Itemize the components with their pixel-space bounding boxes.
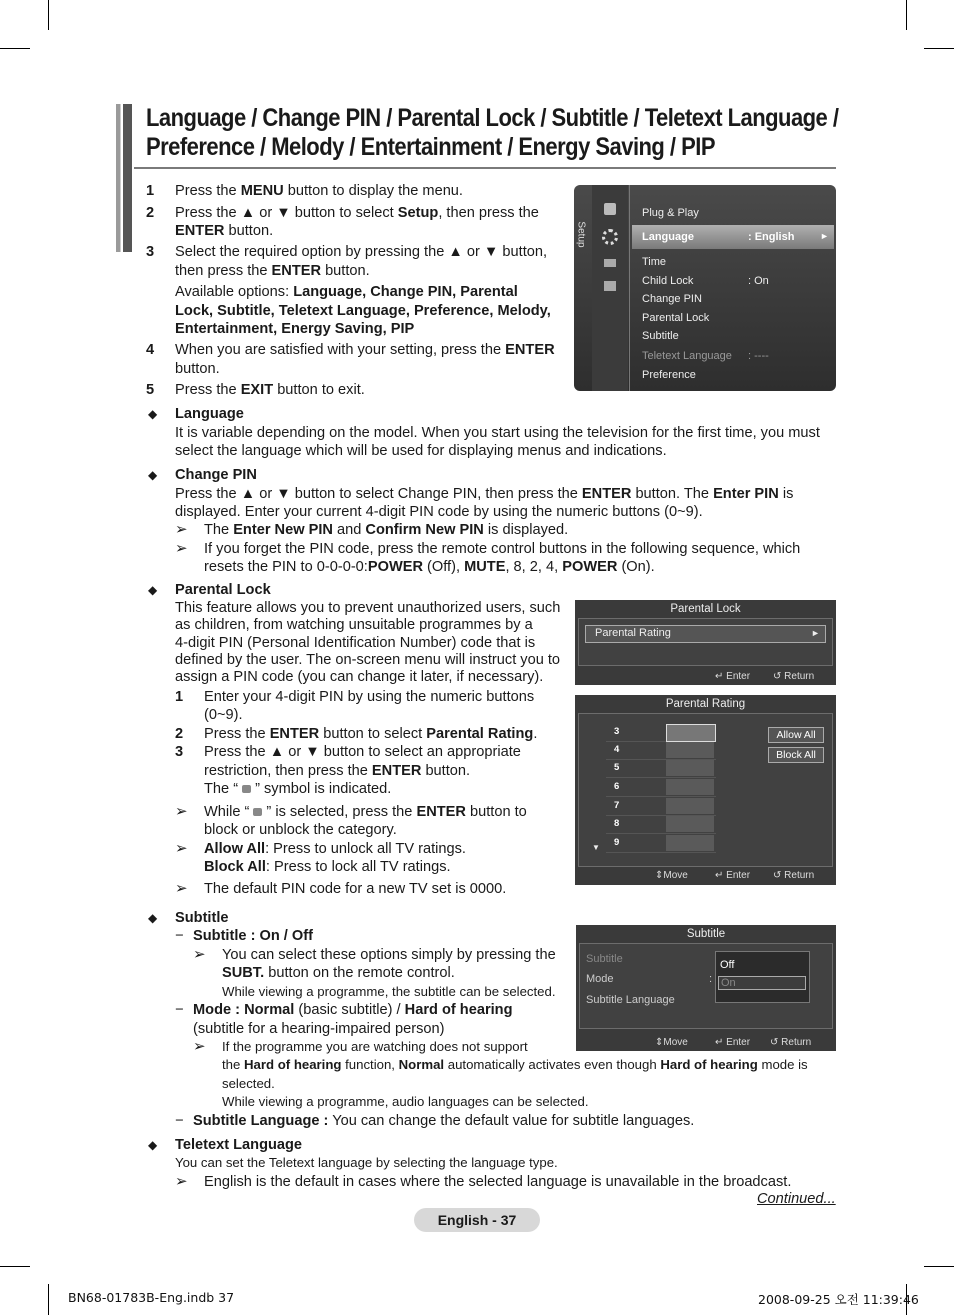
enter-hint: ↵ Enter — [715, 870, 751, 881]
parental-step-1: Enter your 4-digit PIN by using the numeric buttons — [204, 689, 535, 705]
move-icon: ⇕ — [655, 1037, 664, 1048]
step-number: 1 — [146, 183, 155, 199]
step-3-text-cont: then press the ENTER button. — [175, 263, 370, 279]
menu-item-teletext-language-value: : ---- — [748, 350, 769, 362]
parental-step-2: Press the ENTER button to select Parental Rating. — [204, 726, 538, 742]
lock-icon — [242, 785, 251, 793]
parental-lock-screenshot — [575, 600, 836, 685]
language-text: select the language which will be used for displaying menus and indications. — [175, 443, 667, 459]
crop-mark — [48, 0, 49, 30]
parental-note: While “ ” is selected, press the ENTER button to — [204, 804, 527, 820]
change-pin-text: Press the ▲ or ▼ button to select Change PIN, then press the ENTER button. The Enter PIN is — [175, 486, 794, 502]
subtitle-note: SUBT. button on the remote control. — [222, 965, 455, 981]
parental-heading: Parental Lock — [175, 582, 271, 598]
rating-row: 6 — [606, 778, 716, 797]
note-arrow-icon: ➢ — [193, 946, 206, 963]
subtitle-note: While viewing a programme, audio languages can be selected. — [222, 1094, 589, 1109]
bullet-icon: ◆ — [148, 468, 158, 482]
menu-item-time: Time — [642, 256, 667, 268]
menu-item-preference: Preference — [642, 369, 696, 381]
step-2-text-cont: ENTER button. — [175, 223, 274, 239]
step-1-text: Press the MENU button to display the menu. — [175, 183, 463, 199]
title-rule — [134, 167, 836, 169]
dash: − — [175, 1002, 184, 1018]
option-off: Off — [720, 959, 735, 971]
crop-mark — [0, 48, 30, 49]
subtitle-note: If the programme you are watching does not support — [222, 1039, 528, 1054]
subtitle-language: Subtitle Language : You can change the default value for subtitle languages. — [193, 1113, 695, 1129]
teletext-text: You can set the Teletext language by selecting the language type. — [175, 1155, 558, 1170]
change-pin-text: displayed. Enter your current 4-digit PIN code by using the numeric buttons (0~9). — [175, 504, 703, 520]
rating-row: 4 — [606, 741, 716, 760]
setup-side-label: Setup — [575, 221, 587, 248]
subtitle-note: selected. — [222, 1076, 275, 1091]
parental-step-3: The “ ” symbol is indicated. — [204, 781, 392, 797]
arrow-right-icon: ► — [811, 628, 820, 638]
crop-mark — [924, 48, 954, 49]
osd-header: Parental Rating — [665, 698, 746, 710]
crop-mark — [906, 0, 907, 30]
enter-icon: ↵ — [715, 1037, 727, 1048]
title-accent-bar — [116, 104, 132, 252]
parental-step-1: (0~9). — [204, 707, 243, 723]
step-number: 3 — [175, 744, 184, 760]
crop-mark — [0, 1266, 30, 1267]
parental-text: defined by the user. The on-screen menu will instruct you to — [175, 652, 561, 668]
move-icon: ⇕ — [655, 870, 664, 881]
scroll-down-icon: ▼ — [592, 843, 600, 852]
option-on: On — [718, 976, 806, 990]
available-options: Available options: Language, Change PIN, Parental — [175, 284, 518, 300]
step-number: 3 — [146, 244, 155, 260]
step-4-text-cont: button. — [175, 361, 220, 377]
gear-icon — [602, 229, 618, 245]
dash: − — [175, 1113, 184, 1129]
language-text: It is variable depending on the model. When you start using the television for the first time, you must — [175, 425, 820, 441]
enter-icon: ↵ — [715, 870, 727, 881]
note-arrow-icon: ➢ — [175, 880, 188, 897]
step-number: 1 — [175, 689, 184, 705]
file-info: BN68-01783B-Eng.indb 37 — [68, 1290, 235, 1305]
subtitle-language-item: Subtitle Language — [586, 994, 675, 1006]
step-5-text: Press the EXIT button to exit. — [175, 382, 365, 398]
page-title-line-1: Language / Change PIN / Parental Lock / Subtitle / Teletext Language / — [146, 104, 839, 132]
change-pin-note: If you forget the PIN code, press the remote control buttons in the following sequence, which — [204, 541, 801, 557]
step-number: 5 — [146, 382, 155, 398]
note-arrow-icon: ➢ — [175, 1173, 188, 1190]
allow-all-button: Allow All — [768, 727, 824, 743]
subtitle-mode: Mode : Normal (basic subtitle) / Hard of hearing — [193, 1002, 513, 1018]
enter-hint: ↵ Enter — [715, 1037, 751, 1048]
item-colon: : — [709, 973, 713, 985]
return-hint: ↺ Return — [773, 671, 815, 682]
parental-text: as children, from watching unsuitable programmes by a — [175, 617, 533, 633]
subtitle-heading: Subtitle — [175, 910, 229, 926]
menu-item-parental-lock: Parental Lock — [642, 312, 710, 324]
parental-note: Allow All: Press to unlock all TV ratings. — [204, 841, 466, 857]
bullet-icon: ◆ — [148, 583, 158, 597]
osd-header: Parental Lock — [670, 603, 741, 615]
change-pin-note: resets the PIN to 0-0-0-0:POWER (Off), MUTE, 8, 2, 4, POWER (On). — [204, 559, 655, 575]
bullet-icon: ◆ — [148, 407, 158, 421]
menu-arrow-icon: ► — [820, 231, 829, 241]
available-options-cont: Entertainment, Energy Saving, PIP — [175, 321, 415, 337]
rating-row: 8 — [606, 815, 716, 834]
step-number: 2 — [175, 726, 184, 742]
block-all-button: Block All — [768, 747, 824, 763]
menu-item-subtitle: Subtitle — [642, 330, 679, 342]
return-icon: ↺ — [770, 1037, 782, 1048]
subtitle-item: Subtitle — [586, 953, 623, 965]
crop-mark — [924, 1266, 954, 1267]
language-heading: Language — [175, 406, 244, 422]
lock-icon — [253, 808, 262, 816]
return-hint: ↺ Return — [770, 1037, 812, 1048]
note-arrow-icon: ➢ — [175, 540, 188, 557]
note-arrow-icon: ➢ — [175, 803, 188, 820]
subtitle-note: You can select these options simply by pressing the — [222, 947, 556, 963]
bullet-icon: ◆ — [148, 911, 158, 925]
enter-icon: ↵ — [715, 671, 727, 682]
crop-mark — [48, 1284, 49, 1315]
return-hint: ↺ Return — [773, 870, 815, 881]
available-options-cont: Lock, Subtitle, Teletext Language, Preference, Melody, — [175, 303, 551, 319]
parental-text: assign a PIN code (you can change it later, if necessary). — [175, 669, 544, 685]
rating-row: 9 — [606, 834, 716, 853]
return-icon: ↺ — [773, 671, 785, 682]
menu-item-plug-and-play: Plug & Play — [642, 207, 699, 219]
subtitle-screenshot — [576, 925, 836, 1051]
parental-note: The default PIN code for a new TV set is 0000. — [204, 881, 507, 897]
parental-note: block or unblock the category. — [204, 822, 397, 838]
parental-step-3: Press the ▲ or ▼ button to select an appropriate — [204, 744, 521, 760]
picture-icon — [604, 203, 616, 215]
rating-row: 5 — [606, 759, 716, 778]
page-number-badge: English - 37 — [414, 1208, 540, 1232]
note-arrow-icon: ➢ — [175, 840, 188, 857]
teletext-note: English is the default in cases where the selected language is unavailable in the broadcast. — [204, 1174, 792, 1190]
menu-item-change-pin: Change PIN — [642, 293, 702, 305]
menu-item-language-value: : English — [748, 231, 795, 243]
mode-item: Mode — [586, 973, 614, 985]
input-icon — [604, 281, 616, 291]
dash: − — [175, 928, 184, 944]
step-3-text: Select the required option by pressing the ▲ or ▼ button, — [175, 244, 548, 260]
bullet-icon: ◆ — [148, 1138, 158, 1152]
setup-menu-screenshot — [574, 185, 836, 391]
parental-step-3: restriction, then press the ENTER button. — [204, 763, 471, 779]
step-number: 2 — [146, 205, 155, 221]
osd-header: Subtitle — [686, 928, 726, 940]
return-icon: ↺ — [773, 870, 785, 881]
parental-rating-label: Parental Rating — [595, 627, 671, 639]
step-number: 4 — [146, 342, 155, 358]
subtitle-on-off: Subtitle : On / Off — [193, 928, 313, 944]
note-arrow-icon: ➢ — [175, 521, 188, 538]
move-hint: ⇕Move — [655, 870, 688, 881]
note-arrow-icon: ➢ — [193, 1038, 206, 1055]
menu-item-teletext-language: Teletext Language — [642, 350, 732, 362]
menu-divider — [629, 185, 630, 391]
teletext-heading: Teletext Language — [175, 1137, 303, 1153]
change-pin-note: The Enter New PIN and Confirm New PIN is displayed. — [204, 522, 569, 538]
move-hint: ⇕Move — [655, 1037, 688, 1048]
print-date: 2008-09-25 오전 11:39:46 — [758, 1292, 919, 1307]
parental-note: Block All: Press to lock all TV ratings. — [204, 859, 451, 875]
subtitle-mode: (subtitle for a hearing-impaired person) — [193, 1021, 445, 1037]
channel-icon — [604, 259, 616, 267]
page-title-line-2: Preference / Melody / Entertainment / Energy Saving / PIP — [146, 133, 715, 161]
subtitle-note: While viewing a programme, the subtitle can be selected. — [222, 984, 556, 999]
page-title — [146, 104, 839, 162]
rating-row: 3 — [606, 723, 716, 742]
subtitle-note: the Hard of hearing function, Normal automatically activates even though Hard of hearing mode is — [222, 1057, 808, 1072]
change-pin-heading: Change PIN — [175, 467, 257, 483]
parental-text: 4-digit PIN (Personal Identification Number) code that is — [175, 635, 536, 651]
enter-hint: ↵ Enter — [715, 671, 751, 682]
menu-item-child-lock: Child Lock — [642, 275, 694, 287]
rating-row: 7 — [606, 797, 716, 816]
menu-item-child-lock-value: : On — [748, 275, 769, 287]
step-4-text: When you are satisfied with your setting, press the ENTER — [175, 342, 555, 358]
continued-label: Continued... — [757, 1191, 836, 1207]
menu-item-language: Language — [642, 231, 694, 243]
step-2-text: Press the ▲ or ▼ button to select Setup, then press the — [175, 205, 539, 221]
parental-text: This feature allows you to prevent unauthorized users, such — [175, 600, 561, 616]
